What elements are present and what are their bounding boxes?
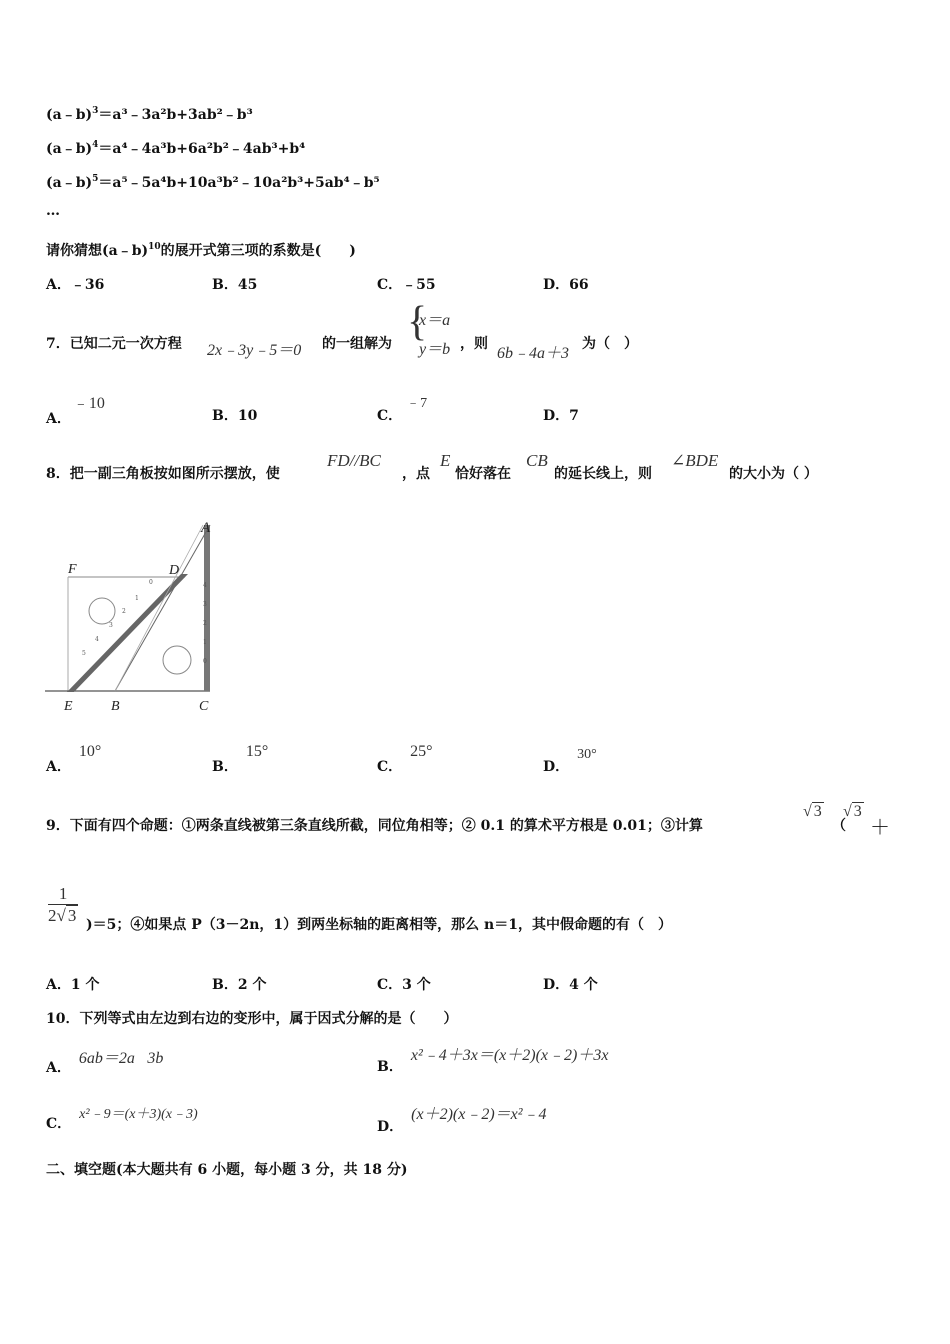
q9-plus: ＋ [870, 815, 890, 839]
label-D: D [169, 563, 180, 578]
q7-option-b[interactable]: B．10 [212, 408, 258, 424]
q7-prefix: 7．已知二元一次方程 [46, 336, 182, 352]
q7-mid: 的一组解为 [322, 336, 392, 352]
svg-text:0: 0 [203, 658, 207, 665]
q9-option-b[interactable]: B．2 个 [212, 977, 267, 993]
q7-system-brace: { [407, 299, 428, 345]
q6-option-a[interactable]: A．﹣36 [46, 277, 105, 293]
q6-option-c[interactable]: C．﹣55 [377, 277, 436, 293]
q10-option-d[interactable]: D．(x＋2)(x﹣2)＝x²﹣4 [377, 1106, 547, 1135]
formula-line-3: (a﹣b)$^5$＝a⁵﹣5a⁴b+10a³b²﹣10a²b³+5ab⁴﹣b⁵ [46, 174, 380, 191]
q8-point-word: ，点 [402, 466, 430, 482]
q7-option-a[interactable]: A．﹣10 [46, 395, 105, 427]
q10-option-a[interactable]: A．6ab＝2a􀀀3b [46, 1050, 164, 1076]
q7-then: ，则 [460, 336, 488, 352]
q9-fraction: $\frac{1}{2√ 3}$ [48, 884, 77, 925]
q7-expression: 6b﹣4a＋3 [497, 345, 570, 362]
svg-text:3: 3 [203, 601, 207, 608]
svg-text:1: 1 [203, 639, 207, 646]
q6-option-d[interactable]: D．66 [543, 277, 589, 293]
q7-suffix: 为（ ） [582, 336, 638, 352]
ellipsis: … [46, 203, 60, 219]
q7-system-eq1: x＝a [419, 312, 451, 329]
q9-option-d[interactable]: D．4 个 [543, 977, 598, 993]
q9-option-a[interactable]: A．1 个 [46, 977, 100, 993]
formula-line-1: (a﹣b)$^3$＝a³﹣3a²b+3ab²﹣b³ [46, 106, 253, 123]
svg-text:3: 3 [109, 622, 113, 629]
q7-system-eq2: y＝b [419, 341, 451, 358]
svg-text:5: 5 [82, 650, 86, 657]
q7-equation: 2x﹣3y﹣5＝0 [207, 342, 302, 359]
q8-option-b[interactable]: B．15° [212, 743, 269, 775]
svg-text:2: 2 [203, 620, 207, 627]
set-square-45 [45, 574, 210, 692]
q10-option-b[interactable]: B．x²﹣4＋3x＝(x＋2)(x﹣2)＋3x [377, 1047, 609, 1075]
label-B: B [111, 699, 120, 714]
svg-text:4: 4 [203, 582, 207, 589]
q8-option-a[interactable]: A．10° [46, 743, 102, 775]
svg-text:0: 0 [149, 579, 153, 586]
svg-text:2: 2 [122, 608, 126, 615]
q8-angle: ∠BDE [671, 451, 719, 470]
svg-text:1: 1 [135, 595, 139, 602]
q9-line2: )＝5；④如果点 P（3－2n，1）到两坐标轴的距离相等，那么 n＝1，其中假命题的有（ ） [86, 917, 672, 933]
set-square-30-60 [115, 525, 210, 691]
q10-option-c[interactable]: C．x²﹣9＝(x＋3)(x﹣3) [46, 1107, 198, 1132]
label-A: A [201, 520, 211, 536]
q8-parallel: FD//BC [327, 451, 381, 470]
q6-stem: 请你猜想(a﹣b)$^{10}$的展开式第三项的系数是( ) [46, 242, 356, 259]
q8-option-c[interactable]: C．25° [377, 743, 433, 775]
label-E: E [64, 699, 73, 714]
svg-text:4: 4 [95, 636, 99, 643]
q8-mid2: 的延长线上，则 [554, 466, 652, 482]
section-2-heading: 二、填空题(本大题共有 6 小题，每小题 3 分，共 18 分) [46, 1162, 408, 1178]
q9-paren-open: （ [832, 818, 846, 834]
q8-figure [40, 510, 230, 720]
q8-prefix: 8．把一副三角板按如图所示摆放，使 [46, 466, 280, 482]
q8-mid: 恰好落在 [455, 466, 511, 482]
label-F: F [68, 562, 77, 577]
q10-stem: 10．下列等式由左边到右边的变形中，属于因式分解的是（ ） [46, 1011, 458, 1027]
q8-line: CB [526, 451, 548, 470]
q9-line1: 9．下面有四个命题：①两条直线被第三条直线所截，同位角相等；② 0.1 的算术平方根是 0.01；③计算 [46, 818, 703, 834]
q9-sqrt3-a: √ 3 [803, 803, 822, 820]
q8-suffix: 的大小为（ ） [729, 466, 818, 482]
q9-option-c[interactable]: C．3 个 [377, 977, 431, 993]
formula-line-2: (a﹣b)$^4$＝a⁴﹣4a³b+6a²b²﹣4ab³+b⁴ [46, 140, 306, 157]
q8-point: E [440, 451, 451, 470]
label-C: C [199, 699, 209, 714]
q6-option-b[interactable]: B．45 [212, 277, 258, 293]
q7-option-c[interactable]: C．﹣7 [377, 396, 428, 424]
q9-sqrt3-b: √ 3 [843, 803, 862, 820]
q8-option-d[interactable]: D．30° [543, 747, 597, 775]
q7-option-d[interactable]: D．7 [543, 408, 579, 424]
